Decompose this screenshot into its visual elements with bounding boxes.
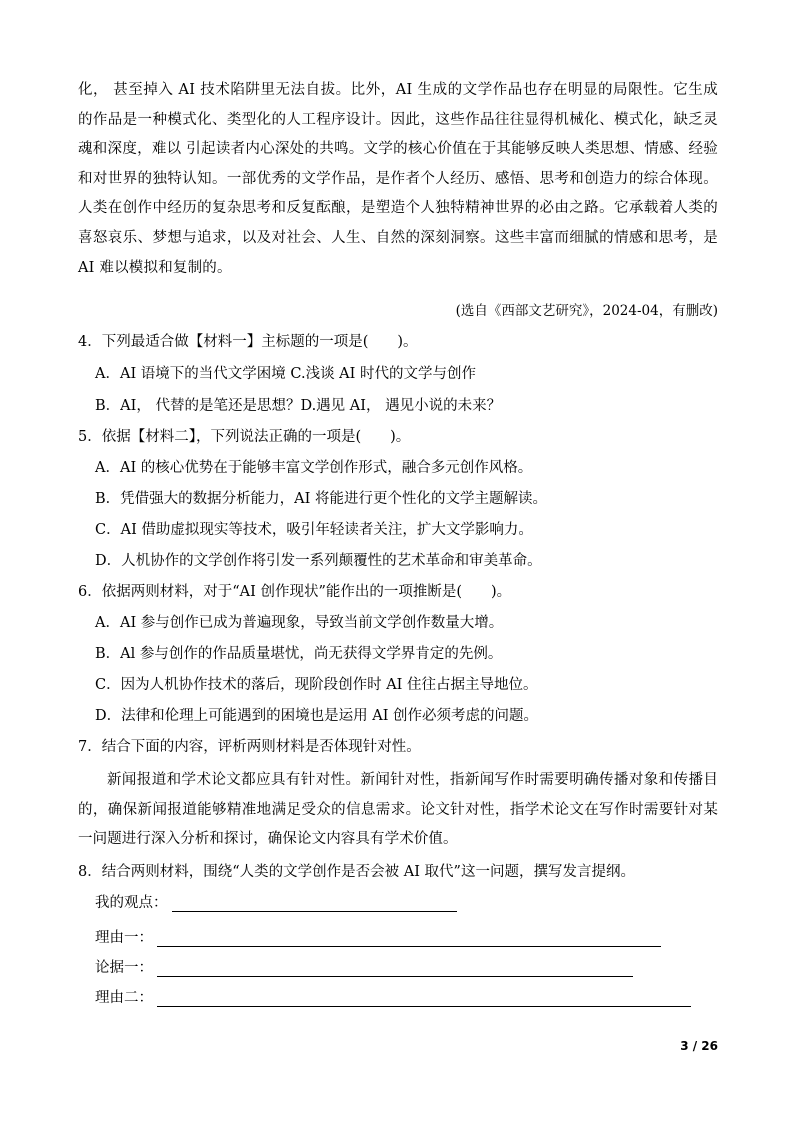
outline-viewpoint-row: [95, 891, 457, 912]
question-7-material: 新闻报道和学术论文都应具有针对性。新闻针对性，指新闻写作时需要明确传播对象和传播目的，确保新闻报道能够精准地满足受众的信息需求。论文针对性，指学术论文在写作时需要针对某一问题进行深入分析和探讨，确保论文内容具有学术价值。: [78, 772, 718, 848]
reason-2-answer-line[interactable]: [157, 992, 691, 1007]
question-8-stem: 8．结合两则材料，围绕“人类的文学创作是否会被 AI 取代”这一问题，撰写发言提纲。: [78, 864, 635, 880]
reason-1-answer-line[interactable]: [157, 932, 661, 947]
question-5-option-b: B．凭借强大的数据分析能力，AI 将能进行更个性化的文学主题解读。: [95, 491, 547, 507]
question-5-option-d: D．人机协作的文学创作将引发一系列颠覆性的艺术革命和审美革命。: [95, 553, 542, 569]
outline-evidence-1-row: [95, 956, 633, 977]
question-7-stem: 7．结合下面的内容，评析两则材料是否体现针对性。: [78, 739, 421, 755]
viewpoint-answer-line[interactable]: [172, 897, 457, 912]
question-6-option-c: C．因为人机协作技术的落后，现阶段创作时 AI 住往占据主导地位。: [95, 677, 538, 693]
outline-viewpoint-label: 我的观点：: [95, 895, 168, 911]
passage-text: 化， 甚至掉入 AI 技术陷阱里无法自拔。比外，AI 生成的文学作品也存在明显的局限性。它生成的作品是一种模式化、类型化的人工程序设计。因此，这些作品往往显得机械化、模式化，缺乏灵魂和深度，难以 引起读者内心深处的共鸣。文学的核心价值在于其能够反映人类思想、情感、经验和对世界的独特认知。一部优秀的文学作品，是作者个人经历、感悟、思考和创造力的综合体现。人类在创作中经历的复杂思考和反复酝酿，是塑造个人独特精神世界的必由之路。它承载着人类的喜怒哀乐、梦想与追求，以及对社会、人生、自然的深刻洞察。这些丰富而细腻的情感和思考，是 AI 难以模拟和复制的。: [78, 82, 718, 276]
question-4-options-row-2: B．AI， 代替的是笔还是思想？D.遇见 AI， 遇见小说的未来？: [95, 398, 502, 414]
question-4-options-row-1: A．AI 语境下的当代文学困境 C.浅谈 AI 时代的文学与创作: [95, 366, 476, 382]
question-4-stem: 4．下列最适合做【材料一】主标题的一项是( )。: [78, 334, 418, 350]
question-6-option-a: A．AI 参与创作已成为普遍现象，导致当前文学创作数量大增。: [95, 615, 504, 631]
question-5-option-c: C．AI 借助虚拟现实等技术，吸引年轻读者关注，扩大文学影响力。: [95, 522, 533, 538]
page-number: 3 / 26: [680, 1039, 718, 1053]
question-6-option-d: D．法律和伦理上可能遇到的困境也是运用 AI 创作必须考虑的问题。: [95, 708, 539, 724]
question-6-option-b: B．Al 参与创作的作品质量堪忧，尚无获得文学界肯定的先例。: [95, 646, 503, 662]
outline-reason-1-row: [95, 926, 661, 947]
outline-evidence-1-label: 论据一：: [95, 960, 153, 976]
outline-reason-1-label: 理由一：: [95, 930, 153, 946]
question-5-stem: 5．依据【材料二】，下列说法正确的一项是( )。: [78, 429, 411, 445]
outline-reason-2-label: 理由二：: [95, 990, 153, 1006]
question-5-option-a: A．AI 的核心优势在于能够丰富文学创作形式，融合多元创作风格。: [95, 460, 533, 476]
question-6-stem: 6．依据两则材料，对于“AI 创作现状”能作出的一项推断是( )。: [78, 584, 512, 600]
evidence-1-answer-line[interactable]: [157, 962, 633, 977]
outline-reason-2-row: [95, 986, 691, 1007]
passage-source: (选自《西部文艺研究》，2024-04，有删改): [455, 303, 718, 319]
